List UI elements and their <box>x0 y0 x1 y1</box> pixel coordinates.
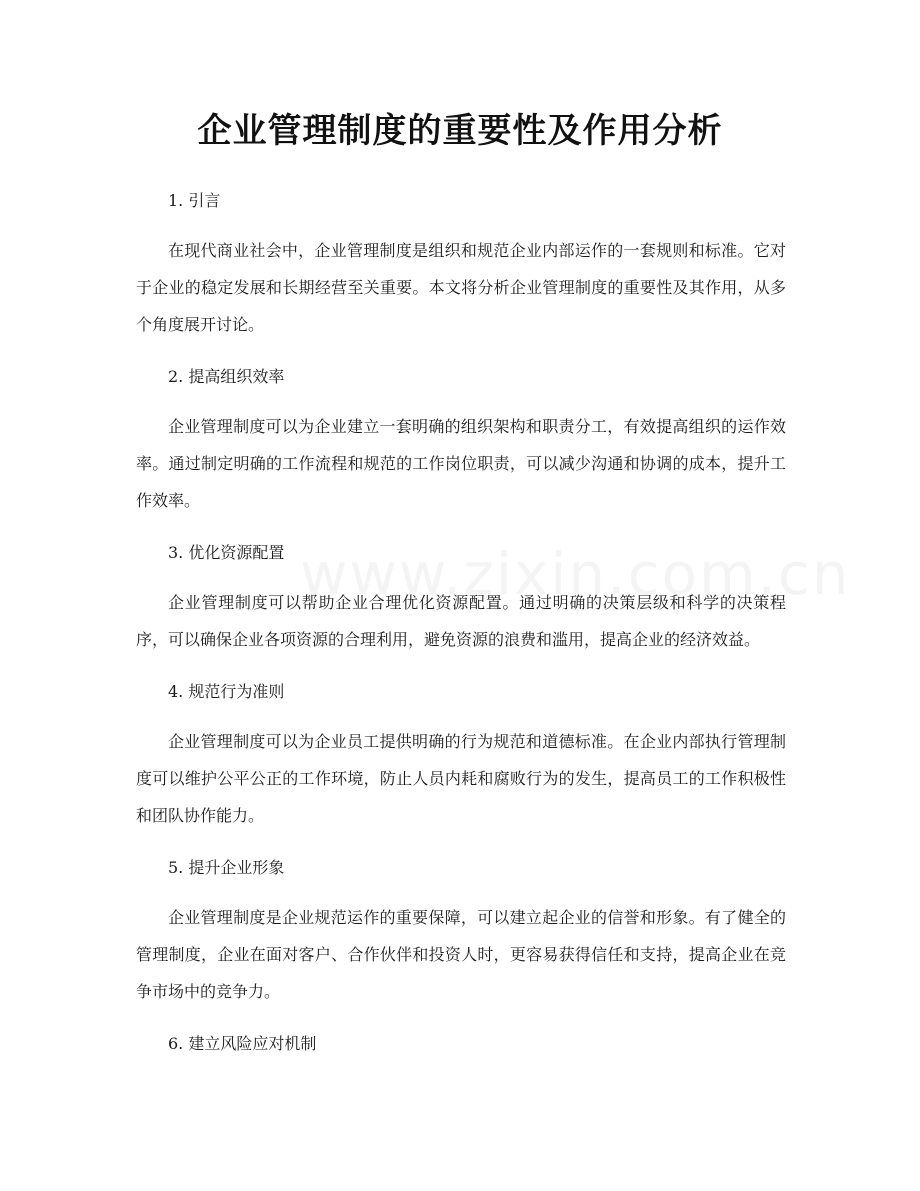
section-paragraph-intro: 在现代商业社会中，企业管理制度是组织和规范企业内部运作的一套规则和标准。它对于企业的稳定发展和长期经营至关重要。本文将分析企业管理制度的重要性及其作用，从多个角度展开讨论。 <box>136 241 786 334</box>
document-title: 企业管理制度的重要性及作用分析 <box>197 111 723 151</box>
section-paragraph-resources: 企业管理制度可以帮助企业合理优化资源配置。通过明确的决策层级和科学的决策程序，可以确保企业各项资源的合理利用，避免资源的浪费和滥用，提高企业的经济效益。 <box>136 593 786 649</box>
section-heading-efficiency: 2. 提高组织效率 <box>168 367 285 386</box>
section-heading-conduct: 4. 规范行为准则 <box>168 682 285 701</box>
section-heading-resources: 3. 优化资源配置 <box>168 543 285 562</box>
section-paragraph-efficiency: 企业管理制度可以为企业建立一套明确的组织架构和职责分工，有效提高组织的运作效率。通过制定明确的工作流程和规范的工作岗位职责，可以减少沟通和协调的成本，提升工作效率。 <box>136 417 786 510</box>
document-body <box>136 182 786 1062</box>
section-heading-intro: 1. 引言 <box>168 191 221 210</box>
section-heading-risk: 6. 建立风险应对机制 <box>168 1034 317 1053</box>
section-paragraph-image: 企业管理制度是企业规范运作的重要保障，可以建立起企业的信誉和形象。有了健全的管理制度，企业在面对客户、合作伙伴和投资人时，更容易获得信任和支持，提高企业在竞争市场中的竞争力。 <box>136 908 786 1001</box>
section-heading-image: 5. 提升企业形象 <box>168 858 285 877</box>
section-paragraph-conduct: 企业管理制度可以为企业员工提供明确的行为规范和道德标准。在企业内部执行管理制度可以维护公平公正的工作环境，防止人员内耗和腐败行为的发生，提高员工的工作积极性和团队协作能力。 <box>136 732 786 825</box>
